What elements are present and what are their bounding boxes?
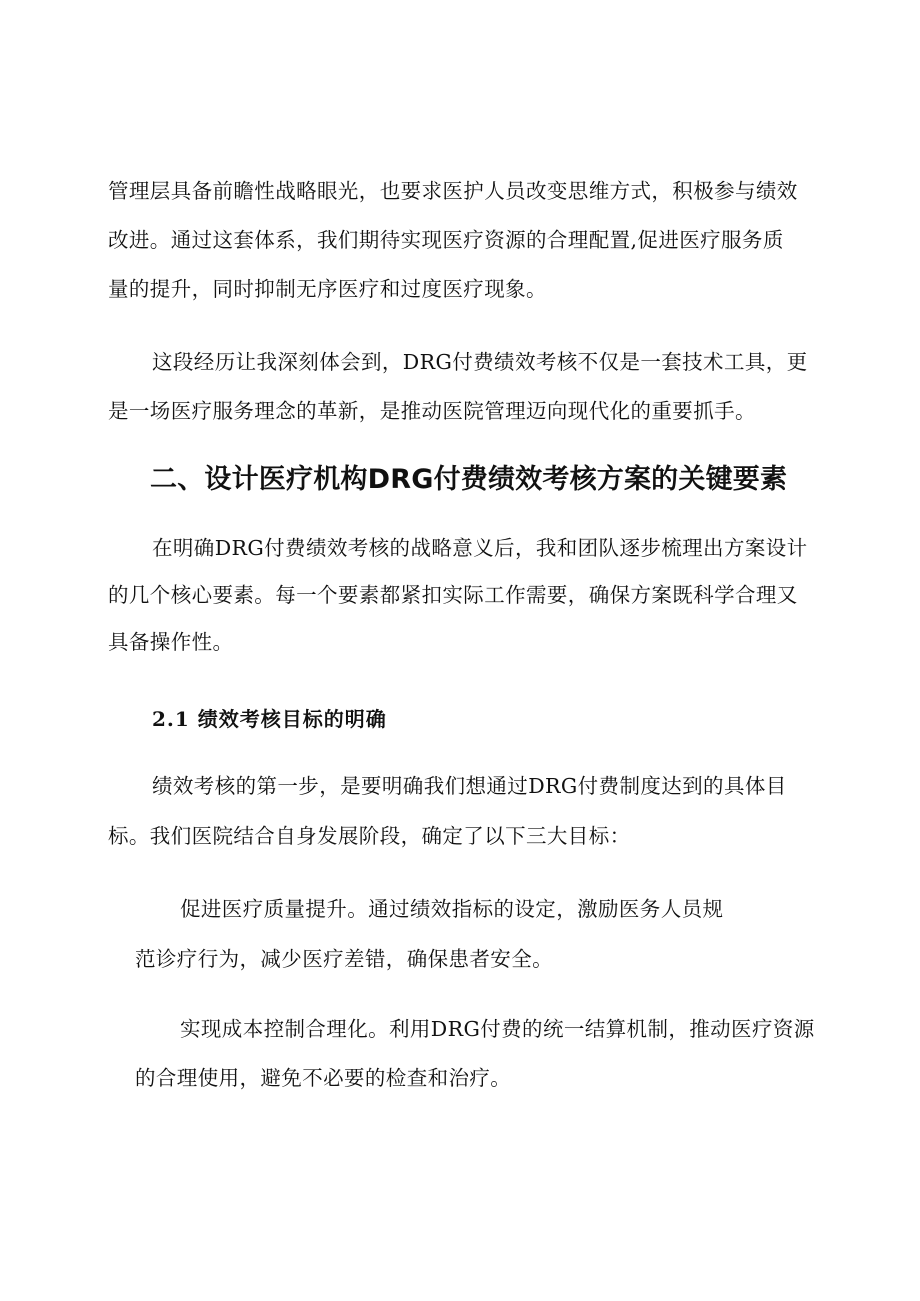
- goal-line: 实现成本控制合理化。利用DRG付费的统一结算机制，推动医疗资源: [180, 1017, 815, 1041]
- paragraph-line: 这段经历让我深刻体会到，DRG付费绩效考核不仅是一套技术工具，更: [152, 350, 808, 374]
- paragraph-line: 标。我们医院结合自身发展阶段，确定了以下三大目标：: [108, 824, 631, 848]
- paragraph-line: 是一场医疗服务理念的革新，是推动医院管理迈向现代化的重要抓手。: [108, 399, 756, 423]
- subsection-heading: 2.1 绩效考核目标的明确: [152, 707, 387, 731]
- paragraph-line: 具备操作性。: [108, 630, 234, 654]
- goal-line: 范诊疗行为，减少医疗差错，确保患者安全。: [135, 947, 553, 971]
- paragraph-line: 在明确DRG付费绩效考核的战略意义后，我和团队逐步梳理出方案设计: [152, 536, 808, 560]
- goal-line: 的合理使用，避免不必要的检查和治疗。: [135, 1066, 512, 1090]
- paragraph-line: 管理层具备前瞻性战略眼光，也要求医护人员改变思维方式，积极参与绩效: [108, 179, 798, 203]
- paragraph-line: 绩效考核的第一步，是要明确我们想通过DRG付费制度达到的具体目: [152, 774, 787, 798]
- goal-line: 促进医疗质量提升。通过绩效指标的设定，激励医务人员规: [180, 897, 724, 921]
- paragraph-line: 的几个核心要素。每一个要素都紧扣实际工作需要，确保方案既科学合理又: [108, 583, 798, 607]
- section-heading: 二、设计医疗机构DRG付费绩效考核方案的关键要素: [150, 464, 788, 495]
- paragraph-line: 量的提升，同时抑制无序医疗和过度医疗现象。: [108, 277, 547, 301]
- paragraph-line: 改进。通过这套体系，我们期待实现医疗资源的合理配置,促进医疗服务质: [108, 228, 784, 252]
